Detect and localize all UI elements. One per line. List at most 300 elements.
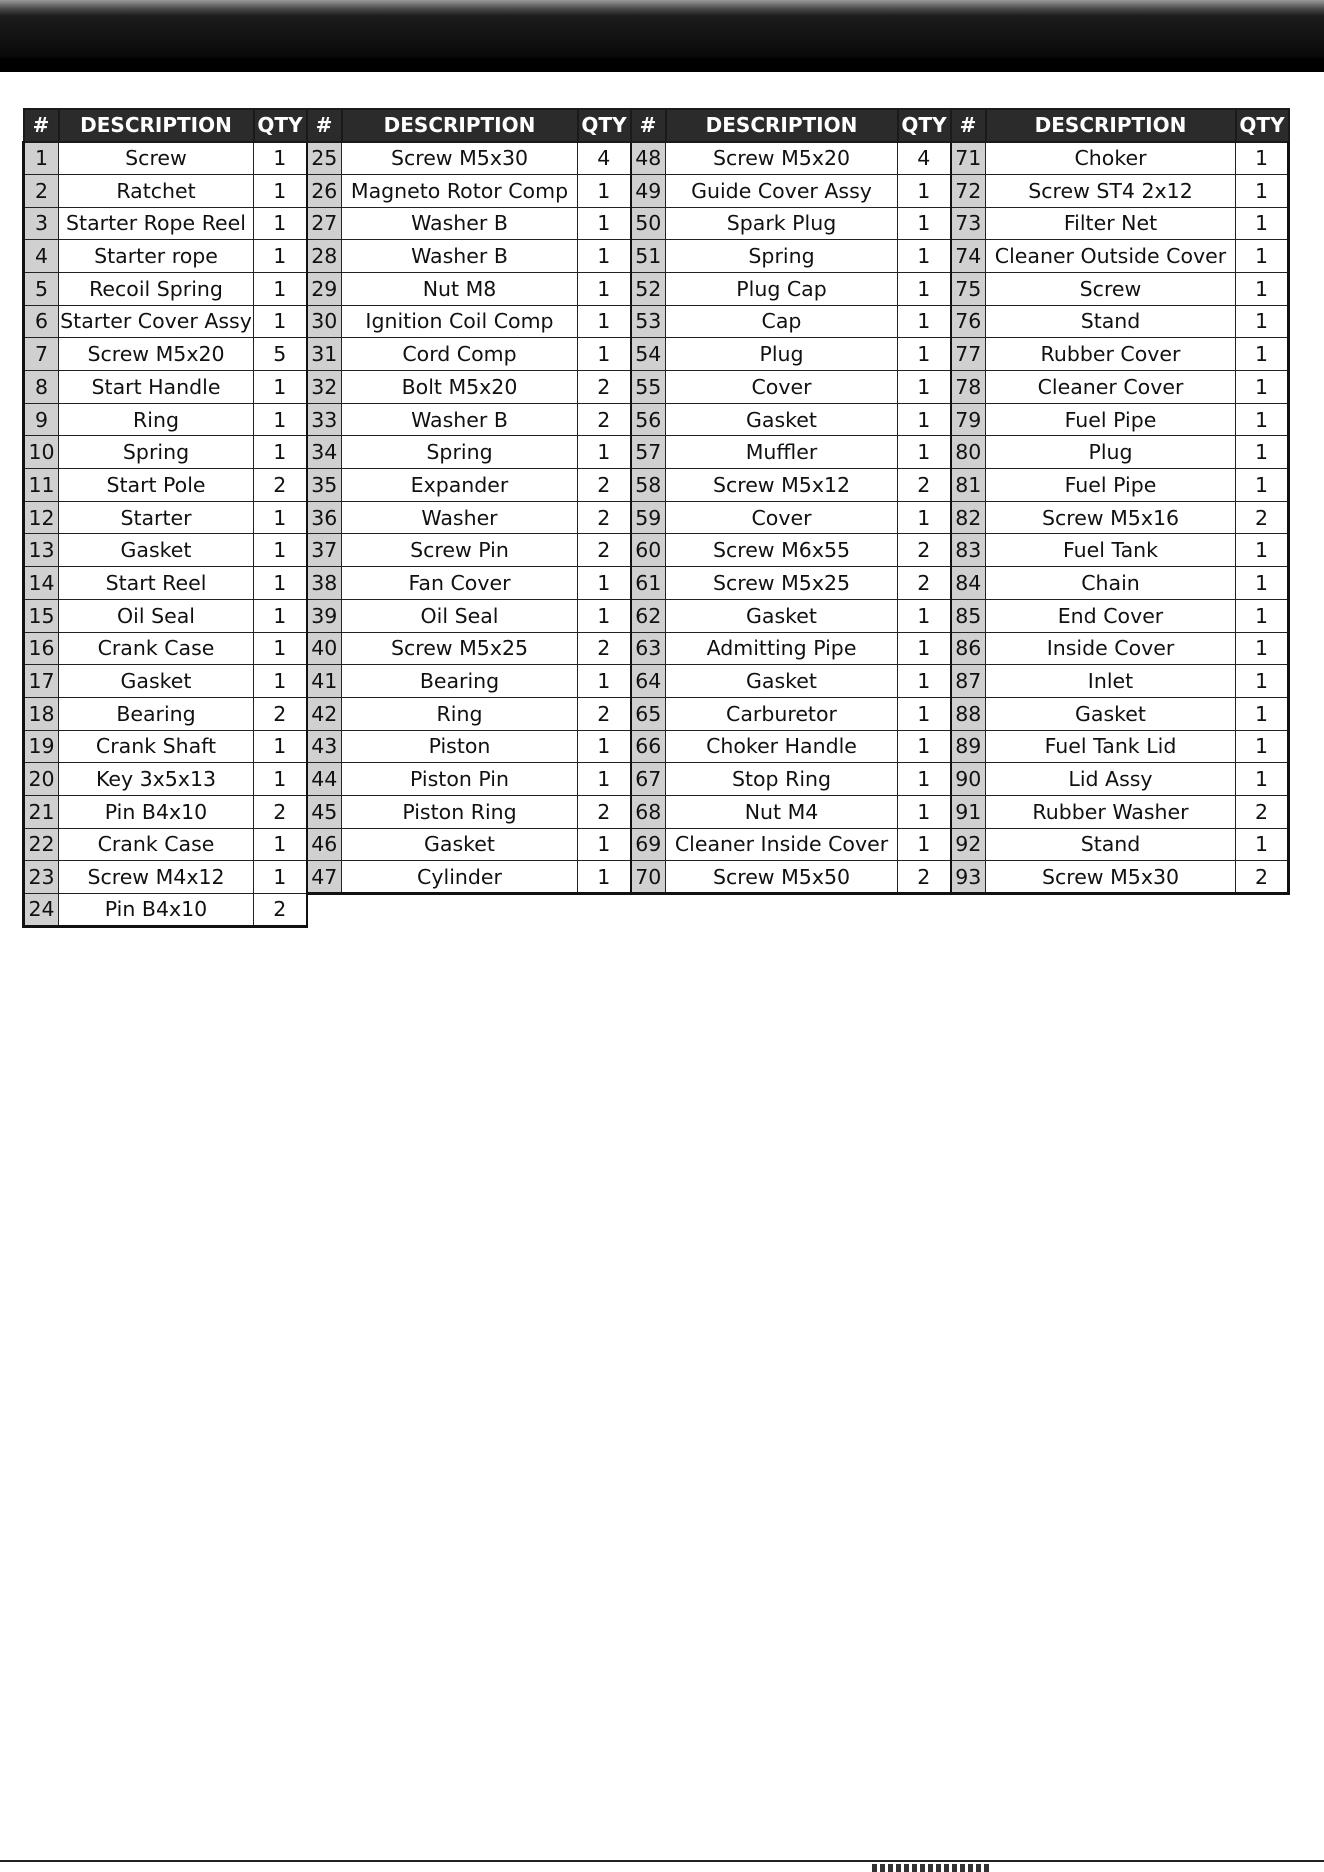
part-number-cell: 33 [307,403,342,436]
table-row [24,305,1289,338]
part-quantity-cell: 1 [254,403,307,436]
part-number-cell: 86 [951,632,986,665]
part-description-cell: Piston Pin [342,763,578,796]
part-number-cell: 69 [631,828,666,861]
part-number-cell: 88 [951,697,986,730]
part-description-cell: Fan Cover [342,567,578,600]
part-description-cell: Screw Pin [342,534,578,567]
parts-table-body [24,142,1289,927]
part-quantity-cell: 1 [254,828,307,861]
part-description-cell: Starter Cover Assy [59,305,254,338]
part-quantity-cell: 2 [1236,861,1289,894]
part-quantity-cell: 1 [898,272,951,305]
part-quantity-cell: 1 [254,501,307,534]
part-description-cell: Rubber Washer [986,795,1236,828]
part-description-cell: Cylinder [342,861,578,894]
part-number-cell: 31 [307,338,342,371]
part-number-cell: 10 [24,436,59,469]
part-quantity-cell: 1 [578,599,631,632]
part-number-cell: 22 [24,828,59,861]
part-number-cell: 56 [631,403,666,436]
part-number-cell: 43 [307,730,342,763]
part-quantity-cell: 1 [898,174,951,207]
part-quantity-cell: 2 [578,403,631,436]
part-quantity-cell: 1 [254,207,307,240]
empty-cell [898,894,951,927]
part-quantity-cell: 1 [578,272,631,305]
table-row [24,599,1289,632]
part-quantity-cell: 1 [1236,534,1289,567]
table-row [24,763,1289,796]
part-number-cell: 18 [24,697,59,730]
part-description-cell: Screw [59,142,254,175]
part-description-cell: Screw M5x12 [666,469,898,502]
header-description-4: DESCRIPTION [986,109,1236,142]
part-description-cell: Nut M4 [666,795,898,828]
part-description-cell: Choker Handle [666,730,898,763]
part-quantity-cell: 2 [254,795,307,828]
part-number-cell: 92 [951,828,986,861]
part-description-cell: Fuel Tank Lid [986,730,1236,763]
table-row [24,371,1289,404]
part-number-cell: 61 [631,567,666,600]
part-quantity-cell: 1 [254,436,307,469]
footer-rule [0,1860,1324,1862]
part-description-cell: Fuel Tank [986,534,1236,567]
part-number-cell: 30 [307,305,342,338]
empty-cell [1236,894,1289,927]
part-description-cell: Spring [342,436,578,469]
part-description-cell: Start Handle [59,371,254,404]
part-quantity-cell: 2 [898,861,951,894]
part-quantity-cell: 1 [898,828,951,861]
part-quantity-cell: 2 [578,795,631,828]
part-quantity-cell: 1 [1236,174,1289,207]
part-number-cell: 51 [631,240,666,273]
part-quantity-cell: 1 [254,142,307,175]
part-description-cell: Magneto Rotor Comp [342,174,578,207]
part-description-cell: Screw M6x55 [666,534,898,567]
part-description-cell: Screw M5x30 [986,861,1236,894]
part-description-cell: Crank Case [59,632,254,665]
part-description-cell: Screw M5x50 [666,861,898,894]
part-description-cell: Screw M5x30 [342,142,578,175]
part-description-cell: Oil Seal [342,599,578,632]
part-quantity-cell: 1 [1236,632,1289,665]
part-description-cell: Gasket [666,665,898,698]
part-number-cell: 89 [951,730,986,763]
part-number-cell: 64 [631,665,666,698]
part-number-cell: 5 [24,272,59,305]
part-number-cell: 37 [307,534,342,567]
table-row [24,142,1289,175]
part-number-cell: 91 [951,795,986,828]
part-description-cell: Bearing [342,665,578,698]
part-quantity-cell: 2 [898,534,951,567]
part-quantity-cell: 1 [254,665,307,698]
table-row [24,567,1289,600]
part-quantity-cell: 1 [1236,142,1289,175]
part-description-cell: Cover [666,501,898,534]
header-banner-edge [0,58,1324,72]
part-number-cell: 13 [24,534,59,567]
part-description-cell: Spring [59,436,254,469]
part-description-cell: Ring [59,403,254,436]
part-number-cell: 40 [307,632,342,665]
part-quantity-cell: 2 [578,469,631,502]
part-quantity-cell: 1 [1236,305,1289,338]
table-row [24,861,1289,894]
part-quantity-cell: 2 [578,371,631,404]
part-quantity-cell: 2 [1236,501,1289,534]
part-quantity-cell: 1 [1236,665,1289,698]
part-description-cell: Gasket [986,697,1236,730]
part-number-cell: 35 [307,469,342,502]
table-row [24,240,1289,273]
header-qty-1: QTY [254,109,307,142]
part-description-cell: Inlet [986,665,1236,698]
part-description-cell: Nut M8 [342,272,578,305]
part-description-cell: Inside Cover [986,632,1236,665]
part-quantity-cell: 1 [898,371,951,404]
part-description-cell: Admitting Pipe [666,632,898,665]
part-number-cell: 21 [24,795,59,828]
table-row [24,730,1289,763]
part-quantity-cell: 1 [1236,403,1289,436]
part-description-cell: Cap [666,305,898,338]
part-number-cell: 19 [24,730,59,763]
header-num-2: # [307,109,342,142]
part-quantity-cell: 1 [898,697,951,730]
table-row [24,207,1289,240]
part-quantity-cell: 2 [578,697,631,730]
table-row [24,665,1289,698]
part-quantity-cell: 1 [254,567,307,600]
part-description-cell: Filter Net [986,207,1236,240]
part-number-cell: 54 [631,338,666,371]
part-number-cell: 1 [24,142,59,175]
part-description-cell: Screw M5x25 [342,632,578,665]
table-row [24,469,1289,502]
part-number-cell: 38 [307,567,342,600]
header-num-3: # [631,109,666,142]
empty-cell [986,894,1236,927]
header-qty-3: QTY [898,109,951,142]
part-number-cell: 9 [24,403,59,436]
part-number-cell: 65 [631,697,666,730]
header-banner [0,0,1324,72]
part-quantity-cell: 1 [578,665,631,698]
part-quantity-cell: 1 [898,207,951,240]
part-description-cell: Cleaner Cover [986,371,1236,404]
part-number-cell: 29 [307,272,342,305]
part-description-cell: Bolt M5x20 [342,371,578,404]
part-number-cell: 27 [307,207,342,240]
part-quantity-cell: 1 [254,174,307,207]
table-row [24,795,1289,828]
part-description-cell: Gasket [666,403,898,436]
part-quantity-cell: 1 [254,763,307,796]
header-description-1: DESCRIPTION [59,109,254,142]
part-description-cell: Crank Case [59,828,254,861]
part-number-cell: 52 [631,272,666,305]
part-number-cell: 42 [307,697,342,730]
part-description-cell: End Cover [986,599,1236,632]
header-description-3: DESCRIPTION [666,109,898,142]
part-quantity-cell: 1 [1236,599,1289,632]
part-quantity-cell: 1 [898,763,951,796]
part-number-cell: 73 [951,207,986,240]
part-description-cell: Ratchet [59,174,254,207]
part-description-cell: Screw M4x12 [59,861,254,894]
part-quantity-cell: 1 [578,174,631,207]
header-qty-4: QTY [1236,109,1289,142]
part-quantity-cell: 1 [578,305,631,338]
empty-cell [666,894,898,927]
empty-cell [951,894,986,927]
part-description-cell: Screw M5x16 [986,501,1236,534]
part-quantity-cell: 1 [254,371,307,404]
part-quantity-cell: 1 [578,436,631,469]
part-description-cell: Ring [342,697,578,730]
part-description-cell: Piston [342,730,578,763]
part-quantity-cell: 2 [578,501,631,534]
part-quantity-cell: 1 [1236,272,1289,305]
part-number-cell: 72 [951,174,986,207]
part-number-cell: 68 [631,795,666,828]
part-number-cell: 53 [631,305,666,338]
part-description-cell: Chain [986,567,1236,600]
part-quantity-cell: 1 [1236,240,1289,273]
part-description-cell: Piston Ring [342,795,578,828]
part-quantity-cell: 1 [254,305,307,338]
part-description-cell: Screw M5x25 [666,567,898,600]
header-qty-2: QTY [578,109,631,142]
part-description-cell: Gasket [666,599,898,632]
part-quantity-cell: 1 [578,240,631,273]
table-row [24,272,1289,305]
part-number-cell: 74 [951,240,986,273]
part-description-cell: Plug Cap [666,272,898,305]
part-quantity-cell: 1 [898,305,951,338]
part-number-cell: 84 [951,567,986,600]
part-number-cell: 3 [24,207,59,240]
part-description-cell: Cover [666,371,898,404]
part-description-cell: Washer B [342,240,578,273]
part-quantity-cell: 2 [254,469,307,502]
part-number-cell: 57 [631,436,666,469]
part-quantity-cell: 1 [1236,436,1289,469]
part-quantity-cell: 2 [254,697,307,730]
part-quantity-cell: 1 [1236,371,1289,404]
table-row [24,174,1289,207]
part-number-cell: 75 [951,272,986,305]
part-number-cell: 4 [24,240,59,273]
part-description-cell: Plug [666,338,898,371]
part-quantity-cell: 1 [1236,338,1289,371]
part-description-cell: Starter [59,501,254,534]
part-number-cell: 15 [24,599,59,632]
part-number-cell: 34 [307,436,342,469]
part-quantity-cell: 1 [578,338,631,371]
part-description-cell: Screw M5x20 [666,142,898,175]
table-row [24,534,1289,567]
part-quantity-cell: 4 [578,142,631,175]
footer-mark [872,1864,992,1872]
part-quantity-cell: 1 [254,272,307,305]
part-number-cell: 82 [951,501,986,534]
part-number-cell: 62 [631,599,666,632]
part-quantity-cell: 1 [898,501,951,534]
part-description-cell: Stand [986,828,1236,861]
empty-cell [578,894,631,927]
part-quantity-cell: 1 [254,632,307,665]
part-number-cell: 16 [24,632,59,665]
part-quantity-cell: 1 [898,436,951,469]
empty-cell [631,894,666,927]
part-number-cell: 45 [307,795,342,828]
part-description-cell: Guide Cover Assy [666,174,898,207]
part-number-cell: 28 [307,240,342,273]
part-quantity-cell: 1 [578,828,631,861]
part-description-cell: Crank Shaft [59,730,254,763]
part-number-cell: 25 [307,142,342,175]
part-number-cell: 50 [631,207,666,240]
part-description-cell: Expander [342,469,578,502]
part-description-cell: Cleaner Outside Cover [986,240,1236,273]
part-quantity-cell: 2 [1236,795,1289,828]
table-row [24,697,1289,730]
part-number-cell: 6 [24,305,59,338]
part-quantity-cell: 1 [1236,469,1289,502]
part-number-cell: 83 [951,534,986,567]
part-description-cell: Cleaner Inside Cover [666,828,898,861]
part-number-cell: 70 [631,861,666,894]
part-number-cell: 66 [631,730,666,763]
part-quantity-cell: 1 [254,730,307,763]
part-number-cell: 11 [24,469,59,502]
header-description-2: DESCRIPTION [342,109,578,142]
part-number-cell: 20 [24,763,59,796]
part-number-cell: 46 [307,828,342,861]
part-number-cell: 17 [24,665,59,698]
part-number-cell: 63 [631,632,666,665]
part-description-cell: Cord Comp [342,338,578,371]
part-description-cell: Spring [666,240,898,273]
table-row [24,501,1289,534]
part-quantity-cell: 5 [254,338,307,371]
part-quantity-cell: 1 [1236,567,1289,600]
part-quantity-cell: 2 [578,632,631,665]
part-number-cell: 26 [307,174,342,207]
part-description-cell: Plug [986,436,1236,469]
part-quantity-cell: 1 [578,207,631,240]
part-number-cell: 8 [24,371,59,404]
part-quantity-cell: 1 [898,338,951,371]
part-description-cell: Gasket [342,828,578,861]
part-number-cell: 76 [951,305,986,338]
part-number-cell: 32 [307,371,342,404]
part-description-cell: Starter Rope Reel [59,207,254,240]
part-quantity-cell: 1 [1236,697,1289,730]
part-description-cell: Recoil Spring [59,272,254,305]
part-description-cell: Washer B [342,207,578,240]
part-quantity-cell: 1 [1236,763,1289,796]
part-number-cell: 48 [631,142,666,175]
part-number-cell: 12 [24,501,59,534]
part-number-cell: 49 [631,174,666,207]
header-num-4: # [951,109,986,142]
part-description-cell: Key 3x5x13 [59,763,254,796]
part-number-cell: 23 [24,861,59,894]
part-description-cell: Oil Seal [59,599,254,632]
part-description-cell: Gasket [59,534,254,567]
part-description-cell: Bearing [59,697,254,730]
part-description-cell: Start Pole [59,469,254,502]
part-description-cell: Fuel Pipe [986,403,1236,436]
part-number-cell: 79 [951,403,986,436]
part-quantity-cell: 1 [1236,207,1289,240]
part-description-cell: Spark Plug [666,207,898,240]
part-quantity-cell: 1 [898,665,951,698]
part-description-cell: Washer B [342,403,578,436]
part-quantity-cell: 1 [898,795,951,828]
part-number-cell: 87 [951,665,986,698]
part-description-cell: Start Reel [59,567,254,600]
table-row [24,403,1289,436]
header-num-1: # [24,109,59,142]
part-number-cell: 85 [951,599,986,632]
part-number-cell: 78 [951,371,986,404]
part-number-cell: 93 [951,861,986,894]
part-quantity-cell: 1 [254,599,307,632]
part-description-cell: Gasket [59,665,254,698]
part-description-cell: Stand [986,305,1236,338]
part-quantity-cell: 1 [898,632,951,665]
empty-cell [307,894,342,927]
table-row [24,828,1289,861]
part-number-cell: 71 [951,142,986,175]
part-quantity-cell: 1 [898,240,951,273]
part-description-cell: Ignition Coil Comp [342,305,578,338]
part-number-cell: 36 [307,501,342,534]
part-description-cell: Pin B4x10 [59,894,254,927]
part-number-cell: 81 [951,469,986,502]
part-description-cell: Washer [342,501,578,534]
part-description-cell: Screw [986,272,1236,305]
part-description-cell: Muffler [666,436,898,469]
part-quantity-cell: 1 [254,861,307,894]
part-number-cell: 77 [951,338,986,371]
part-number-cell: 59 [631,501,666,534]
part-description-cell: Fuel Pipe [986,469,1236,502]
part-number-cell: 44 [307,763,342,796]
table-row [24,338,1289,371]
table-row [24,632,1289,665]
part-number-cell: 41 [307,665,342,698]
part-quantity-cell: 1 [254,240,307,273]
part-quantity-cell: 1 [254,534,307,567]
part-description-cell: Lid Assy [986,763,1236,796]
part-description-cell: Stop Ring [666,763,898,796]
part-quantity-cell: 1 [898,403,951,436]
part-description-cell: Rubber Cover [986,338,1236,371]
table-row [24,894,1289,927]
parts-list-table [22,108,1290,928]
part-quantity-cell: 1 [1236,730,1289,763]
part-number-cell: 58 [631,469,666,502]
part-description-cell: Pin B4x10 [59,795,254,828]
